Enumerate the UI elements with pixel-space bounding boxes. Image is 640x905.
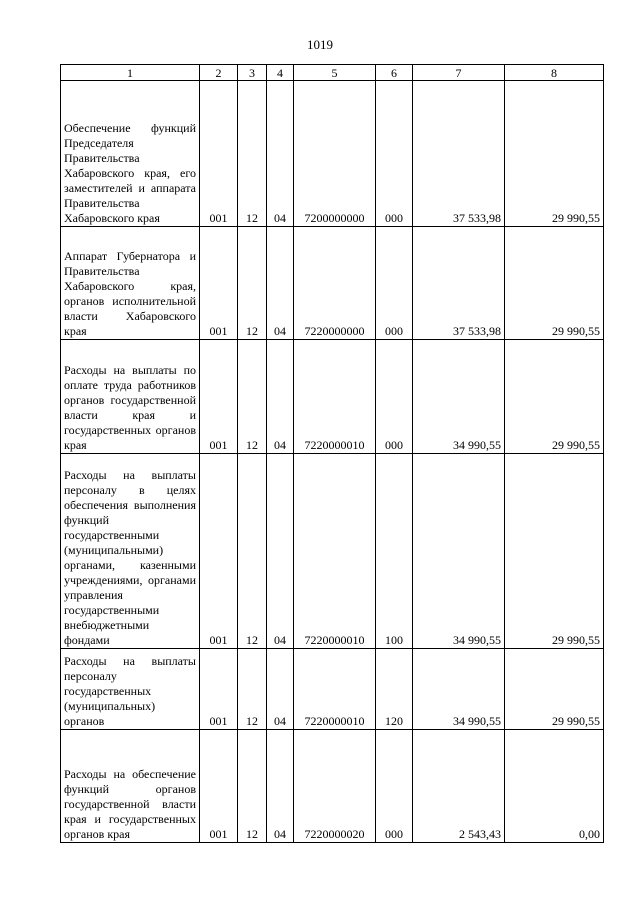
cell-col2: 001 [200,340,238,454]
cell-col7: 37 533,98 [413,81,505,227]
cell-col3: 12 [238,649,267,730]
cell-col3: 12 [238,227,267,340]
cell-col7: 2 543,43 [413,730,505,843]
cell-col5: 7220000010 [294,649,376,730]
column-header: 1 [61,65,200,81]
cell-col8: 29 990,55 [505,649,604,730]
budget-table [60,64,604,843]
cell-col6: 000 [376,730,413,843]
cell-col4: 04 [267,730,294,843]
cell-col3: 12 [238,340,267,454]
cell-col7: 37 533,98 [413,227,505,340]
column-header: 2 [200,65,238,81]
row-name: Расходы на выплаты персоналу в целях обеспечения выполнения функций государственными (муниципальными) органами, казенными учреждениями, органами управления государственными внебюджетными фондами [61,454,200,649]
row-name: Аппарат Губернатора и Правительства Хабаровского края, органов исполнительной власти Хабаровского края [61,227,200,340]
cell-col4: 04 [267,81,294,227]
page-number: 1019 [307,37,333,52]
table-row [61,730,604,843]
column-header: 6 [376,65,413,81]
header-row [61,65,604,81]
cell-col5: 7220000010 [294,454,376,649]
cell-col6: 000 [376,81,413,227]
cell-col8: 29 990,55 [505,340,604,454]
column-header: 8 [505,65,604,81]
cell-col3: 12 [238,454,267,649]
cell-col6: 100 [376,454,413,649]
table-row [61,340,604,454]
cell-col2: 001 [200,81,238,227]
cell-col3: 12 [238,81,267,227]
cell-col6: 120 [376,649,413,730]
cell-col3: 12 [238,730,267,843]
cell-col8: 29 990,55 [505,227,604,340]
table-row [61,454,604,649]
column-header: 3 [238,65,267,81]
cell-col2: 001 [200,454,238,649]
cell-col8: 29 990,55 [505,454,604,649]
row-name: Расходы на обеспечение функций органов государственной власти края и государственных органов края [61,730,200,843]
column-header: 4 [267,65,294,81]
row-name: Расходы на выплаты по оплате труда работников органов государственной власти края и государственных органов края [61,340,200,454]
row-name: Расходы на выплаты персоналу государственных (муниципальных) органов [61,649,200,730]
cell-col7: 34 990,55 [413,340,505,454]
cell-col2: 001 [200,227,238,340]
row-name: Обеспечение функций Председателя Правительства Хабаровского края, его заместителей и аппарата Правительства Хабаровского края [61,81,200,227]
cell-col5: 7200000000 [294,81,376,227]
cell-col7: 34 990,55 [413,649,505,730]
table-header [61,65,604,81]
cell-col8: 0,00 [505,730,604,843]
cell-col5: 7220000000 [294,227,376,340]
table-row [61,649,604,730]
cell-col6: 000 [376,227,413,340]
cell-col4: 04 [267,340,294,454]
cell-col5: 7220000010 [294,340,376,454]
cell-col8: 29 990,55 [505,81,604,227]
table-body [61,81,604,843]
cell-col2: 001 [200,649,238,730]
cell-col5: 7220000020 [294,730,376,843]
column-header: 5 [294,65,376,81]
cell-col4: 04 [267,649,294,730]
table-row [61,81,604,227]
cell-col7: 34 990,55 [413,454,505,649]
cell-col6: 000 [376,340,413,454]
column-header: 7 [413,65,505,81]
table-row [61,227,604,340]
cell-col4: 04 [267,454,294,649]
cell-col4: 04 [267,227,294,340]
cell-col2: 001 [200,730,238,843]
